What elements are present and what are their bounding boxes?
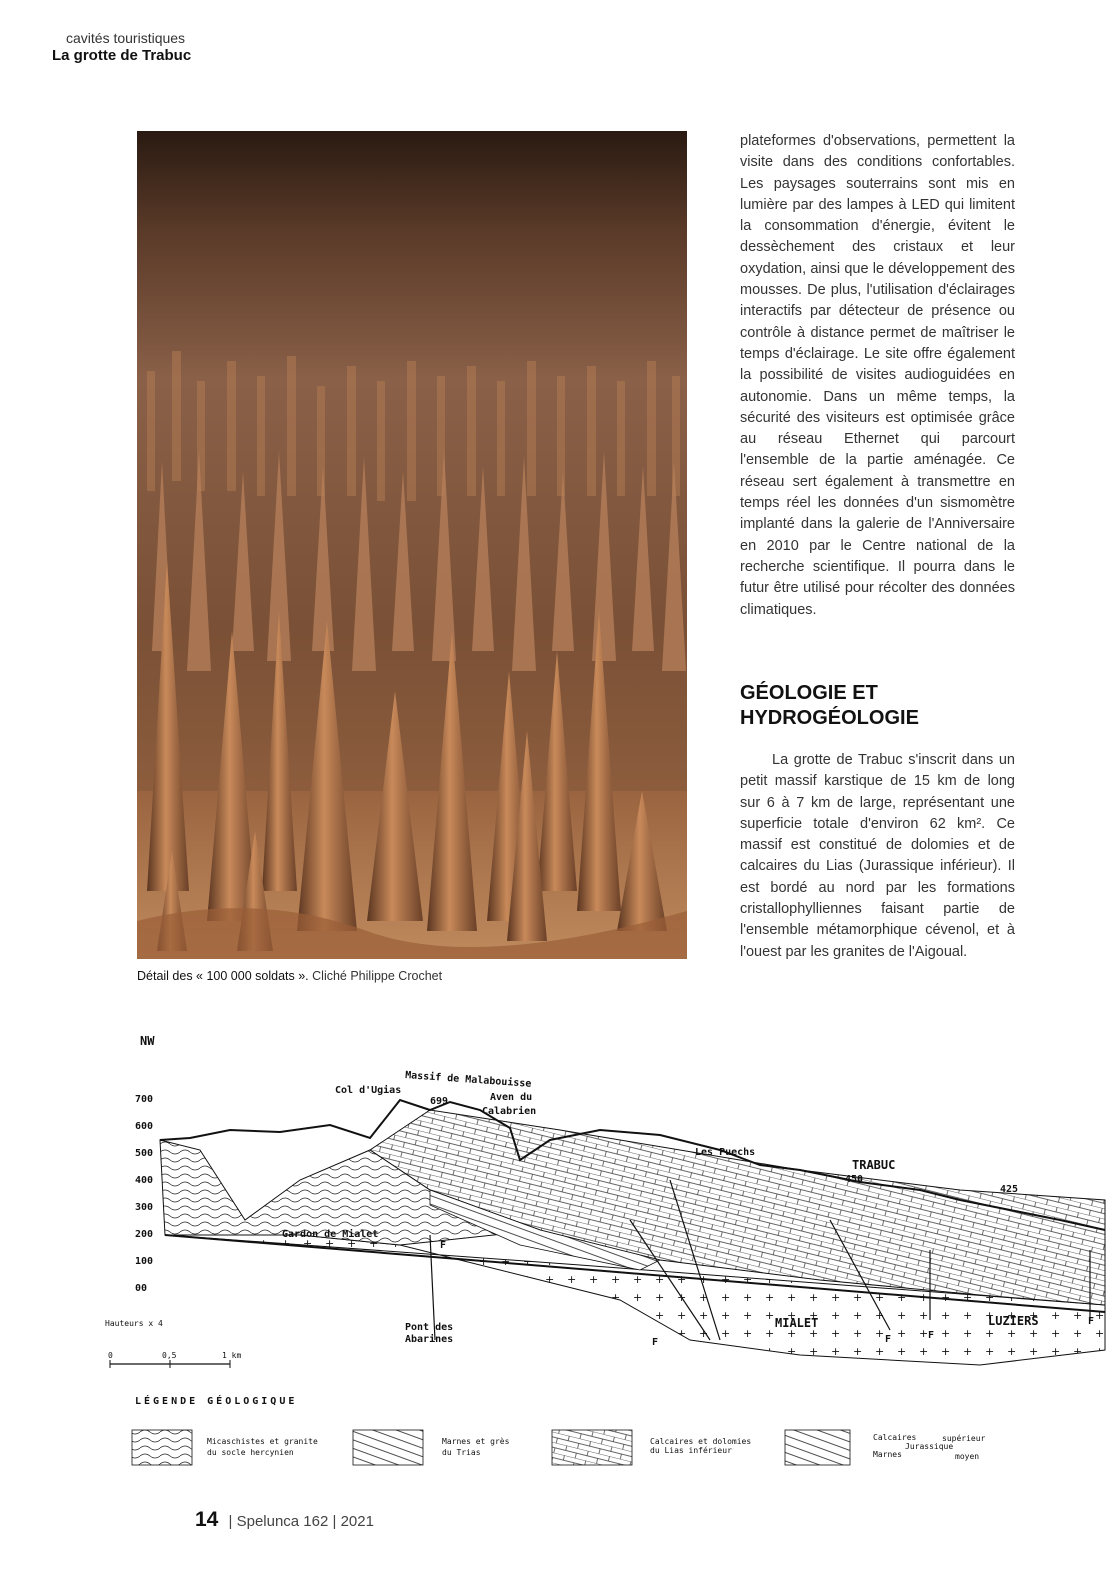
aven-label-2: Calabrien [482, 1106, 537, 1117]
caption-credit: Cliché Philippe Crochet [312, 969, 443, 983]
mialet-label: MIALET [775, 1316, 819, 1330]
cross-section-drawing [100, 1020, 1110, 1480]
alt-300: 300 [135, 1202, 154, 1213]
legend-swatch-lias [552, 1430, 632, 1465]
legend-1-line1: Micaschistes et granite [207, 1437, 318, 1446]
legend-title: LÉGENDE GÉOLOGIQUE [135, 1396, 298, 1407]
cave-photo [137, 131, 687, 959]
fault-label-2: F [652, 1337, 659, 1348]
paragraph-geology: La grotte de Trabuc s'inscrit dans un petit massif karstique de 15 km de long sur 6 à 7 km de large, représentant une superficie totale d'environ 62 km². Ce massif est constitué de dolomies et de calcaires du Lias (Jurassique inférieur). Il est bordé au nord par les formations cristallophylliennes faisant partie de l'ensemble métamorphique cévenol, et à l'ouest par les granites de l'Aigoual. [740, 752, 1015, 960]
column-text-geology [740, 750, 1015, 963]
legend-3-line1: Calcaires et dolomies [650, 1437, 752, 1446]
luziers-label: LUZIERS [988, 1314, 1039, 1328]
scale-zero: 0 [108, 1351, 113, 1360]
alt-500: 500 [135, 1148, 154, 1159]
photo-caption [137, 969, 442, 983]
puechs-label: Les Puechs [695, 1147, 756, 1158]
alt-100: 100 [135, 1256, 154, 1267]
heading-line-1: GÉOLOGIE ET [740, 682, 878, 704]
legend-4-d: Marnes [873, 1450, 902, 1459]
article-title: La grotte de Trabuc [52, 47, 192, 64]
pont-label-2: Abarines [405, 1334, 454, 1345]
section-heading [740, 681, 1020, 731]
legend-swatch-micaschists [132, 1430, 192, 1465]
gardon-label: Gardon de Mialet [282, 1229, 379, 1240]
fault-label-3: F [885, 1334, 892, 1345]
massif-label: Massif de Malabouisse [404, 1070, 532, 1090]
legend-3-line2: du Lias inférieur [650, 1446, 732, 1455]
aven-label: Aven du [490, 1092, 533, 1103]
geological-cross-section [100, 1020, 1110, 1480]
col-label: Col d'Ugias [335, 1085, 402, 1096]
trabuc-label: TRABUC [852, 1158, 896, 1172]
exaggeration-label: Hauteurs x 4 [105, 1319, 163, 1328]
alt-425-label: 425 [1000, 1184, 1019, 1195]
alt-600: 600 [135, 1121, 154, 1132]
orientation-label: NW [140, 1034, 155, 1048]
fault-label-5: F [1088, 1316, 1095, 1327]
fault-label-4: F [928, 1330, 935, 1341]
rubric-label: cavités touristiques [66, 30, 186, 46]
legend-2-line2: du Trias [442, 1448, 481, 1457]
alt-00: 00 [135, 1283, 148, 1294]
heading-line-2: HYDROGÉOLOGIE [740, 707, 919, 729]
legend-4-e: moyen [955, 1452, 980, 1461]
legend-4-a: Calcaires [873, 1433, 917, 1442]
scale-one: 1 km [222, 1351, 242, 1360]
page-number: 14 [195, 1508, 219, 1531]
legend-swatch-trias [353, 1430, 423, 1465]
magazine-issue: | Spelunca 162 | 2021 [228, 1513, 374, 1530]
legend-2-line1: Marnes et grès [442, 1437, 510, 1446]
legend-swatch-jurassic [785, 1430, 850, 1465]
column-text-top [740, 131, 1015, 621]
section-rubric [52, 30, 191, 64]
legend-1-line2: du socle hercynien [207, 1448, 294, 1457]
page-footer [195, 1508, 374, 1532]
summit-label: 699 [430, 1096, 449, 1107]
scale-bar [108, 1351, 241, 1368]
stalagmites-image [137, 131, 687, 959]
alt-400: 400 [135, 1175, 154, 1186]
legend-4-c: Jurassique [905, 1442, 954, 1451]
alt-200: 200 [135, 1229, 154, 1240]
pont-label-1: Pont des [405, 1322, 454, 1333]
legend-4-b: supérieur [942, 1434, 986, 1443]
scale-half: 0,5 [162, 1351, 177, 1360]
caption-main: Détail des « 100 000 soldats ». [137, 969, 309, 983]
paragraph-visits: plateformes d'observations, permettent la visite dans des conditions confortables. Les paysages souterrains sont mis en lumière par des lampes à LED qui limitent la consommation d'énergie, évitent le dessèchement des cristaux et leur oxydation, ainsi que le développement des mousses. De plus, l'utilisation d'éclairages interactifs par détecteur de présence ou contrôle à distance permet de maîtriser le temps d'éclairage. Le site offre également la possibilité de visites audioguidées en autonomie. Dans un même temps, la sécurité des visiteurs est optimisée grâce au réseau Ethernet qui parcourt l'ensemble de la partie aménagée. Ce réseau sert également à transmettre en temps réel les données d'un sismomètre implanté dans la galerie de l'Anniversaire en 2010 par le Centre national de la recherche scientifique. Il pourra dans le futur être utilisé pour récolter des données climatiques. [740, 133, 1015, 618]
trabuc-altitude: 450 [845, 1174, 864, 1185]
alt-700: 700 [135, 1094, 154, 1105]
fault-label-1: F [440, 1240, 447, 1251]
